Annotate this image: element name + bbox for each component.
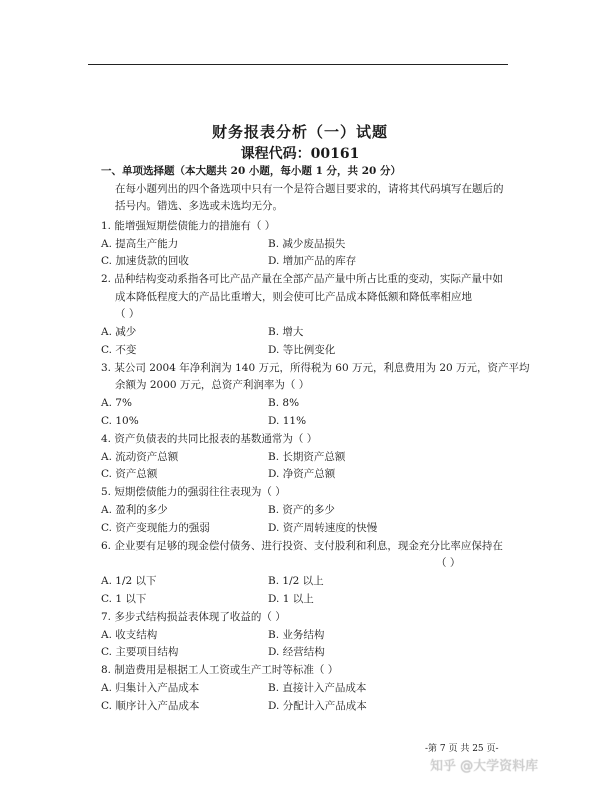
- page-footer: -第 7 页 共 25 页-: [425, 744, 499, 754]
- question-1-option-a: A. 提高生产能力: [101, 238, 179, 250]
- question-4-stem: 4. 资产负债表的共同比报表的基数通常为（ ）: [101, 433, 318, 445]
- instructions-line-2: 括号内。错选、多选或未选均无分。: [115, 200, 283, 212]
- question-7-stem: 7. 多步式结构损益表体现了收益的（ ）: [101, 611, 286, 623]
- question-6-stem-1: 6. 企业要有足够的现金偿付债务、进行投资、支付股利和利息，现金充分比率应保持在: [101, 540, 503, 552]
- question-6-option-d: D. 1 以上: [268, 593, 314, 605]
- section-heading: 一、单项选择题（本大题共 20 小题，每小题 1 分，共 20 分）: [101, 165, 401, 177]
- question-7-option-b: B. 业务结构: [268, 629, 325, 641]
- question-5-option-d: D. 资产周转速度的快慢: [268, 522, 378, 534]
- top-rule: [88, 64, 508, 65]
- question-1-option-d: D. 增加产品的库存: [268, 255, 357, 267]
- question-5-option-a: A. 盈利的多少: [101, 504, 168, 516]
- question-6-option-c: C. 1 以下: [101, 593, 147, 605]
- question-3-option-c: C. 10%: [101, 415, 139, 427]
- question-7-option-a: A. 收支结构: [101, 629, 158, 641]
- question-8-option-a: A. 归集计入产品成本: [101, 682, 200, 694]
- question-3-option-a: A. 7%: [101, 397, 132, 409]
- question-8-stem: 8. 制造费用是根据工人工资或生产工时等标准（ ）: [101, 664, 339, 676]
- question-5-option-b: B. 资产的多少: [268, 504, 335, 516]
- question-5-stem: 5. 短期偿债能力的强弱往往表现为（ ）: [101, 486, 286, 498]
- question-2-stem-3: （ ）: [115, 308, 140, 320]
- question-4-option-b: B. 长期资产总额: [268, 451, 346, 463]
- question-6-option-a: A. 1/2 以下: [101, 575, 157, 587]
- question-5-option-c: C. 资产变现能力的强弱: [101, 522, 210, 534]
- question-2-option-d: D. 等比例变化: [268, 344, 336, 356]
- question-2-option-b: B. 增大: [268, 326, 304, 338]
- page-title: 财务报表分析（一）试题: [211, 123, 388, 141]
- question-3-option-b: B. 8%: [268, 397, 300, 409]
- instructions-line-1: 在每小题列出的四个备选项中只有一个是符合题目要求的，请将其代码填写在题后的: [115, 183, 504, 195]
- question-8-option-c: C. 顺序计入产品成本: [101, 700, 200, 712]
- question-7-option-c: C. 主要项目结构: [101, 646, 179, 658]
- question-1-stem: 1. 能增强短期偿债能力的措施有（ ）: [101, 220, 276, 232]
- question-2-option-c: C. 不变: [101, 344, 137, 356]
- question-4-option-d: D. 净资产总额: [268, 468, 336, 480]
- question-4-option-c: C. 资产总额: [101, 468, 158, 480]
- question-3-stem-2: 余额为 2000 万元，总资产利润率为（ ）: [115, 379, 310, 391]
- course-code: 课程代码：00161: [240, 146, 360, 162]
- question-4-option-a: A. 流动资产总额: [101, 451, 179, 463]
- question-2-option-a: A. 减少: [101, 326, 137, 338]
- watermark: 知乎 @大学资料库: [430, 759, 539, 774]
- question-6-option-b: B. 1/2 以上: [268, 575, 324, 587]
- question-3-option-d: D. 11%: [268, 415, 307, 427]
- question-1-option-b: B. 减少废品损失: [268, 238, 346, 250]
- question-8-option-b: B. 直接计入产品成本: [268, 682, 367, 694]
- question-2-stem-2: 成本降低程度大的产品比重增大，则会使可比产品成本降低额和降低率相应地: [115, 291, 472, 303]
- question-7-option-d: D. 经营结构: [268, 646, 325, 658]
- question-6-stem-2: （ ）: [436, 557, 461, 569]
- question-2-stem-1: 2. 品种结构变动系指各可比产品产量在全部产品产量中所占比重的变动，实际产量中如: [101, 273, 503, 285]
- question-1-option-c: C. 加速货款的回收: [101, 255, 189, 267]
- question-8-option-d: D. 分配计入产品成本: [268, 700, 367, 712]
- question-3-stem-1: 3. 某公司 2004 年净利润为 140 万元，所得税为 60 万元，利息费用为 20 万元，资产平均: [101, 362, 530, 374]
